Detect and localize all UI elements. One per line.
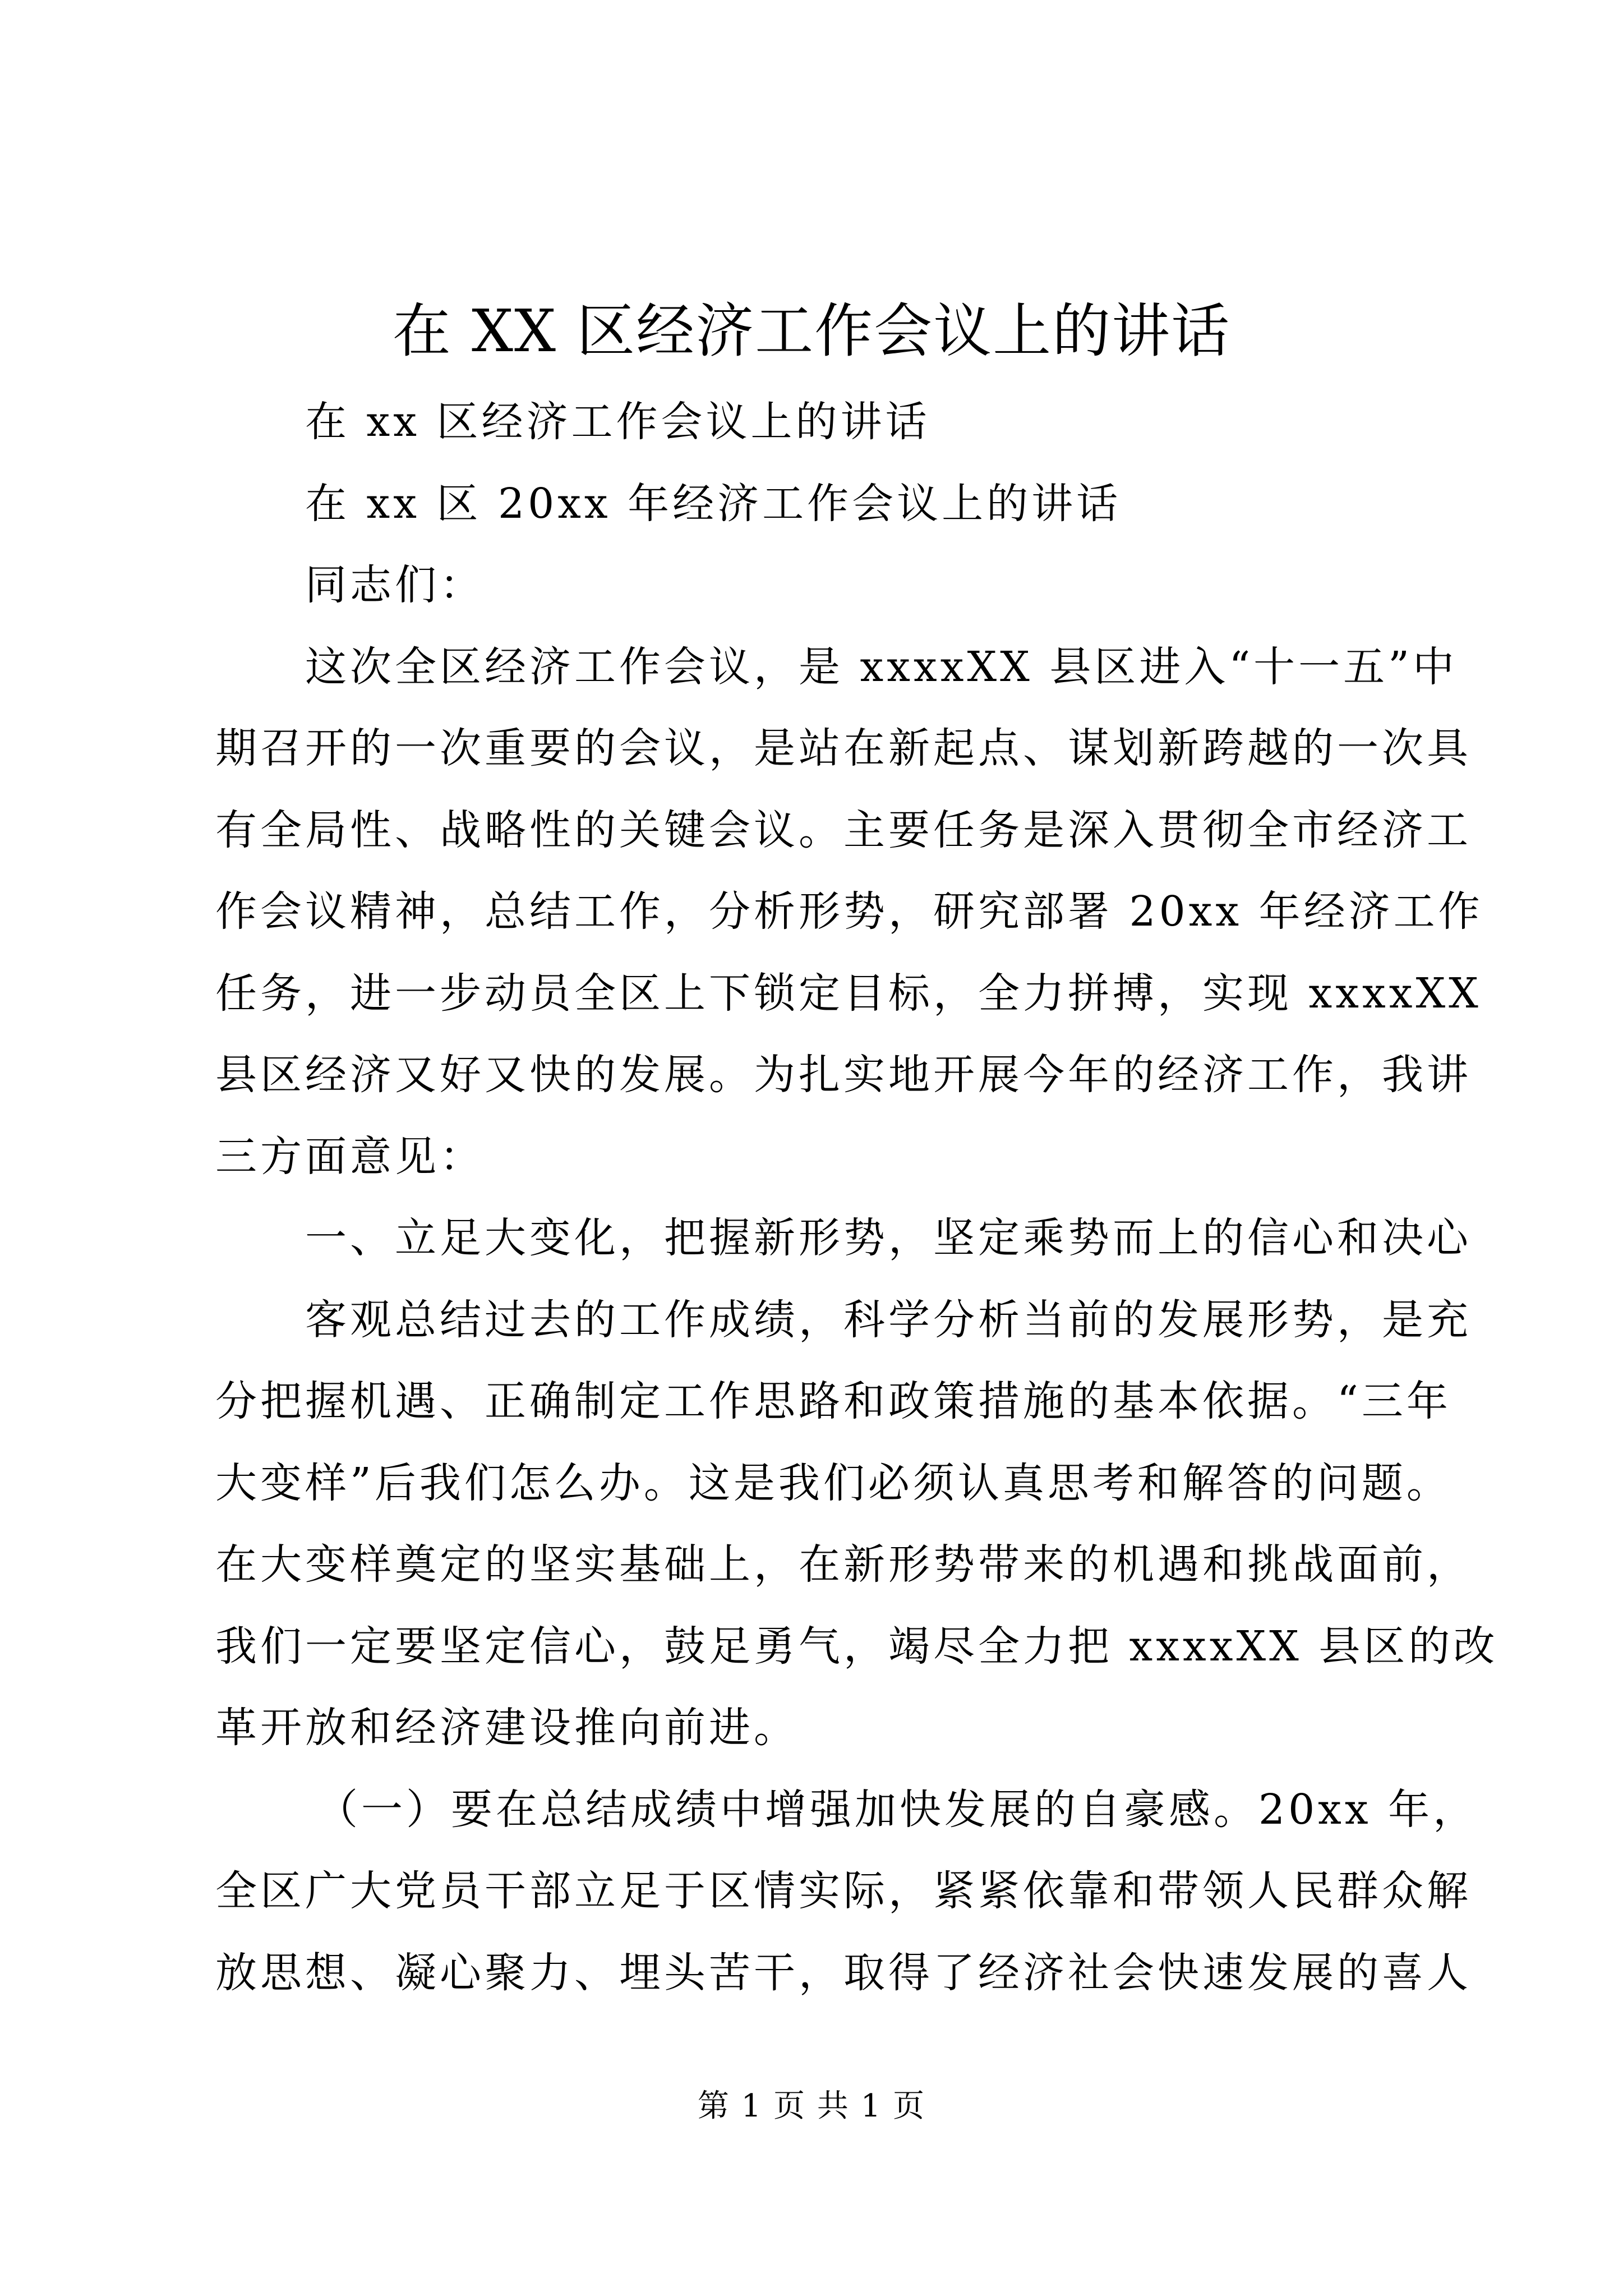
paragraph-line: 在 xx 区 20xx 年经济工作会议上的讲话: [305, 479, 1122, 528]
page-footer: 第 1 页 共 1 页: [697, 2088, 926, 2124]
document-title: 在 XX 区经济工作会议上的讲话: [392, 297, 1231, 365]
paragraph-line: 放思想、凝心聚力、埋头苦干，取得了经济社会快速发展的喜人: [215, 1948, 1472, 1997]
paragraph-line: 三方面意见：: [215, 1132, 485, 1181]
document-body: [215, 381, 1498, 2014]
paragraph-line: 我们一定要坚定信心，鼓足勇气，竭尽全力把 xxxxXX 县区的改: [215, 1622, 1498, 1671]
paragraph-line: 全区广大党员干部立足于区情实际，紧紧依靠和带领人民群众解: [215, 1867, 1472, 1915]
paragraph-line: 在大变样奠定的坚实基础上，在新形势带来的机遇和挑战面前，: [215, 1540, 1472, 1589]
paragraph-line: 客观总结过去的工作成绩，科学分析当前的发展形势，是充: [305, 1295, 1472, 1344]
paragraph-line: 同志们：: [305, 561, 485, 609]
section-heading: 一、立足大变化，把握新形势，坚定乘势而上的信心和决心: [305, 1214, 1472, 1262]
paragraph-line: 任务，进一步动员全区上下锁定目标，全力拼搏，实现 xxxxXX: [215, 969, 1482, 1018]
paragraph-line: 在 xx 区经济工作会议上的讲话: [305, 398, 930, 446]
paragraph-line: 期召开的一次重要的会议，是站在新起点、谋划新跨越的一次具: [215, 724, 1472, 772]
paragraph-line: 县区经济又好又快的发展。为扎实地开展今年的经济工作，我讲: [215, 1051, 1472, 1099]
paragraph-line: 大变样”后我们怎么办。这是我们必须认真思考和解答的问题。: [215, 1458, 1451, 1507]
paragraph-line: 革开放和经济建设推向前进。: [215, 1704, 799, 1752]
paragraph-line: 分把握机遇、正确制定工作思路和政策措施的基本依据。“三年: [215, 1377, 1451, 1425]
paragraph-line: 这次全区经济工作会议，是 xxxxXX 县区进入“十一五”中: [305, 642, 1458, 691]
paragraph-line: （一）要在总结成绩中增强加快发展的自豪感。20xx 年，: [316, 1785, 1478, 1834]
paragraph-line: 作会议精神，总结工作，分析形势，研究部署 20xx 年经济工作: [215, 887, 1483, 936]
paragraph-line: 有全局性、战略性的关键会议。主要任务是深入贯彻全市经济工: [215, 806, 1472, 854]
